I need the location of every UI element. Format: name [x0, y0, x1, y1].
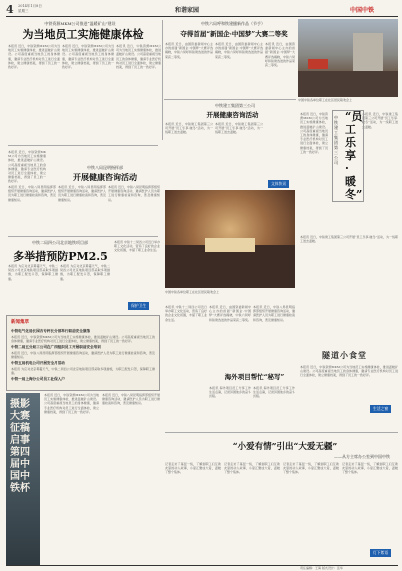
- rizhao-box: [332, 110, 364, 202]
- divider: [8, 236, 158, 237]
- article3-body-col2: 本报讯 近日，中铁八局昆明指挥部组织开展健康咨询活动，邀请医护人员为职工进行健康检查和咨询，普及健康知识。: [58, 185, 106, 202]
- lead-title: 为当地员工实施健康体检: [22, 28, 144, 41]
- issue-date: 2014年1月8日: [18, 4, 42, 8]
- lead-kicker: 中铁资源MKM公司推进“温暖矿山”建设: [44, 21, 116, 26]
- brief-body: 本报讯 为应对北京雾霾天气，中铁二局四公司北京地铁项目部采取多项措施，为职工配发口罩，保障职工健康。: [11, 367, 155, 375]
- small-food-title: 隧道小食堂: [322, 350, 367, 360]
- left-small-col: 本报讯 近日，中铁资源MKM公司为当地员工实施健康体检，推进温暖矿山建设。公司高度重视当地员工的身体健康，邀请专业医疗机构对员工进行全面体检，建立健康档案，得到了员工的一致好评。: [8, 150, 46, 184]
- photo-contest-banner: [6, 393, 40, 565]
- photo-banner: [308, 59, 328, 69]
- bottom-right-body: 记者走访了基层一线，了解到职工们互助友爱的动人故事，小爱汇聚成大爱，温暖了整个集体。: [165, 462, 221, 475]
- column-divider: [162, 20, 163, 140]
- lead-body-col2: 本报讯 近日，中铁资源MKM公司为当地员工实施健康体检，推进温暖矿山建设。公司高度重视当地员工的身体健康，邀请专业医疗机构对员工进行全面体检，建立健康档案，得到了员工的一致好评。: [62, 44, 114, 70]
- brief-body: 本报讯 近日，中铁八局昆明指挥部组织开展健康咨询活动，邀请医护人员为职工进行健康检查和咨询，普及健康知识。: [11, 351, 155, 359]
- bottom-center-title: 海外项目帮忙“秘写”: [224, 373, 285, 381]
- article7-body-col2: 本报讯 近日，中铁建工集团第三公司开展“员工乐享·暖冬”活动，为一线职工送去温暖。: [215, 122, 263, 135]
- article7-vertical-kicker: 中铁建工集团第三公司: [334, 115, 338, 165]
- photo-building: [353, 33, 383, 73]
- brief-item: 中铁二局五分局三公司在广西组织员工开展职前安全培训: [11, 345, 101, 349]
- right-col-body2: 本报讯 近日，中铁建工集团第三公司开展“员工乐享·暖冬”活动，为一线职工送去温暖。: [362, 112, 398, 129]
- article7-kicker: 中铁建工集团第三公司: [215, 103, 255, 108]
- small-food-body: 本报讯 近日，中铁资源MKM公司为当地员工实施健康体检，推进温暖矿山建设。公司高度重视当地员工的身体健康，邀请专业医疗机构对员工进行全面体检，建立健康档案，得到了员工的一致好评。: [300, 365, 398, 378]
- right-col-body: 本报讯 近日，中铁资源MKM公司为当地员工实施健康体检，推进温暖矿山建设。公司高度重视当地员工的身体健康，邀请专业医疗机构对员工进行全面体检，建立健康档案，得到了员工的一致好评。: [300, 112, 328, 154]
- center-lower-body: 本报讯 中铁十二局四公司近日举办职工文化活动，营造了良好的企业文化氛围，丰富了职工业余生活。: [165, 305, 207, 322]
- contest-body-col2: 本报讯 近日，中铁八局昆明指挥部组织开展健康咨询活动，邀请医护人员为职工进行健康检查和咨询，普及健康知识。: [102, 393, 160, 406]
- article3-body-col3: 本报讯 近日，中铁八局昆明指挥部组织开展健康咨询活动，邀请医护人员为职工进行健康检查和咨询，普及健康知识。: [108, 185, 160, 202]
- page-number: 4: [6, 3, 14, 16]
- center-photo: [165, 190, 295, 288]
- brief-item: 中铁一局上海分公司员工社保入户: [11, 377, 65, 381]
- divider: [8, 145, 158, 146]
- bottom-center-body-col2: 本报讯 海外项目员工分享工作生活点滴，记录异国他乡的奋斗历程。: [253, 386, 295, 399]
- center-photo-caption: 中国中铁各单位职工在社区居民联欢会上: [165, 290, 220, 294]
- right-mid-body: 本报讯 近日，中铁建工集团第三公司开展“员工乐享·暖冬”活动，为一线职工送去温暖。: [300, 235, 398, 244]
- article2-kicker: 中铁六局呼和铁建播新作品（节手）: [201, 21, 265, 26]
- banner-text: 摄影大赛征稿启事 第四届中国中铁杯: [10, 399, 30, 494]
- divider: [165, 432, 398, 433]
- wenti-label: 文体快讯: [268, 180, 289, 188]
- lead-body-col3: 本报讯 近日，中铁资源MKM公司为当地员工实施健康体检，推进温暖矿山建设。公司高度重视当地员工的身体健康，邀请专业医疗机构对员工进行全面体检，建立健康档案，得到了员工的一致好评。: [116, 44, 161, 70]
- baoxian-label: 保护卫生: [128, 302, 149, 310]
- article5-kicker: 中铁二局四公司北京地铁项目部: [32, 240, 88, 245]
- article2-body-col2: 本报讯 近日，由国资委新闻中心主办的首届“新国企·中国梦”大赛评选揭晓，中铁六局呼和铁建选送的作品荣获二等奖。: [215, 42, 263, 59]
- brief-body: 本报讯 近日，中铁资源MKM公司为当地员工实施健康体检，推进温暖矿山建设。公司高度重视当地员工的身体健康，邀请专业医疗机构对员工进行全面体检，建立健康档案，得到了员工的一致好评。: [11, 335, 155, 343]
- bottom-right-body-col2: 记者走访了基层一线，了解到职工们互助友爱的动人故事，小爱汇聚成大爱，温暖了整个集体。: [224, 462, 280, 475]
- photo-crowd: [298, 71, 398, 97]
- article3-body: 本报讯 近日，中铁八局昆明指挥部组织开展健康咨询活动，邀请医护人员为职工进行健康检查和咨询，普及健康知识。: [8, 185, 56, 202]
- article5-title: 多举措预防PM2.5: [13, 250, 108, 263]
- brief-item: 中铁电气化局长园吉专杯长分部举行职前安全演练: [11, 329, 91, 333]
- article7-body: 本报讯 近日，中铁建工集团第三公司开展“员工乐享·暖冬”活动，为一线职工送去温暖。: [165, 122, 213, 135]
- bottom-right-body-col3: 记者走访了基层一线，了解到职工们互助友爱的动人故事，小爱汇聚成大爱，温暖了整个集体。: [283, 462, 339, 475]
- top-right-photo-caption: 中国中铁各单位职工在社区居民联欢会上: [298, 98, 353, 102]
- divider: [164, 99, 296, 100]
- photo-table: [205, 238, 255, 252]
- article3-title: 开展健康咨询活动: [73, 172, 137, 182]
- bottom-right-title: “小爱有情”引出“大爱无疆”: [232, 442, 338, 452]
- briefs-header: 新闻集萃: [11, 320, 29, 325]
- article3-kicker: 中铁八局昆明指挥部: [87, 165, 123, 170]
- bottom-right-body-col4: 记者走访了基层一线，了解到职工们互助友爱的动人故事，小爱汇聚成大爱，温暖了整个集体。: [342, 462, 398, 475]
- bottom-center-body: 本报讯 海外项目员工分享工作生活点滴，记录异国他乡的奋斗历程。: [209, 386, 251, 399]
- brand-name: 中国中铁: [350, 7, 375, 14]
- center-lower-body-col3: 本报讯 近日，中铁八局昆明指挥部组织开展健康咨询活动，邀请医护人员为职工进行健康检查和咨询，普及健康知识。: [253, 305, 295, 322]
- editor-line: 责任编辑：王海 版式设计：张华: [300, 566, 343, 570]
- article7-vertical-title: “员工乐享·暖冬”: [345, 110, 363, 201]
- article2-body-col3: 本报讯 近日，由国资委新闻中心主办的首届“新国企·中国梦”大赛评选揭晓，中铁六局呼和铁建选送的作品荣获二等奖。: [265, 42, 295, 68]
- news-briefs: [6, 315, 160, 391]
- bottom-right-subtitle: ——从方主席办公室到中国中铁: [334, 454, 390, 459]
- contest-body: 本报讯 近日，中铁资源MKM公司为当地员工实施健康体检，推进温暖矿山建设。公司高度重视当地员工的身体健康，邀请专业医疗机构对员工进行全面体检，建立健康档案，得到了员工的一致好评。: [44, 393, 99, 414]
- shenghuo-label: 生活之窗: [370, 405, 391, 413]
- section-title: 和谐家园: [175, 7, 200, 14]
- masthead-rule: [6, 16, 398, 17]
- center-lower-body-col2: 本报讯 近日，由国资委新闻中心主办的首届“新国企·中国梦”大赛评选揭晓，中铁六局呼和铁建选送的作品荣获二等奖。: [209, 305, 251, 322]
- article7-title: 开展健康咨询活动: [206, 111, 259, 119]
- article2-body: 本报讯 近日，由国资委新闻中心主办的首届“新国企·中国梦”大赛评选揭晓，中铁六局呼和铁建选送的作品荣获二等奖。: [165, 42, 213, 59]
- brief-item: 中铁五局机电公司开展安全月活动: [11, 361, 65, 365]
- lead-body: 本报讯 近日，中铁资源MKM公司为当地员工实施健康体检，推进温暖矿山建设。公司高度重视当地员工的身体健康，邀请专业医疗机构对员工进行全面体检，建立健康档案，得到了员工的一致好评。: [8, 44, 60, 70]
- article2-title: 夺得首届“新国企·中国梦”大赛二等奖: [180, 30, 288, 38]
- article5-body-col3: 本报讯 中铁十二局四公司近日举办职工文化活动，营造了良好的企业文化氛围，丰富了职工业余生活。: [114, 240, 160, 253]
- article5-body: 本报讯 为应对北京雾霾天气，中铁二局四公司北京地铁项目部采取多项措施，为职工配发口罩，保障职工健康。: [8, 264, 58, 281]
- article5-body-col2: 本报讯 为应对北京雾霾天气，中铁二局四公司北京地铁项目部采取多项措施，为职工配发口罩，保障职工健康。: [60, 264, 110, 281]
- top-right-photo: [298, 19, 398, 97]
- yuanbu-label: 灯下絮语: [370, 549, 391, 557]
- issue-day: 星期三: [18, 9, 29, 13]
